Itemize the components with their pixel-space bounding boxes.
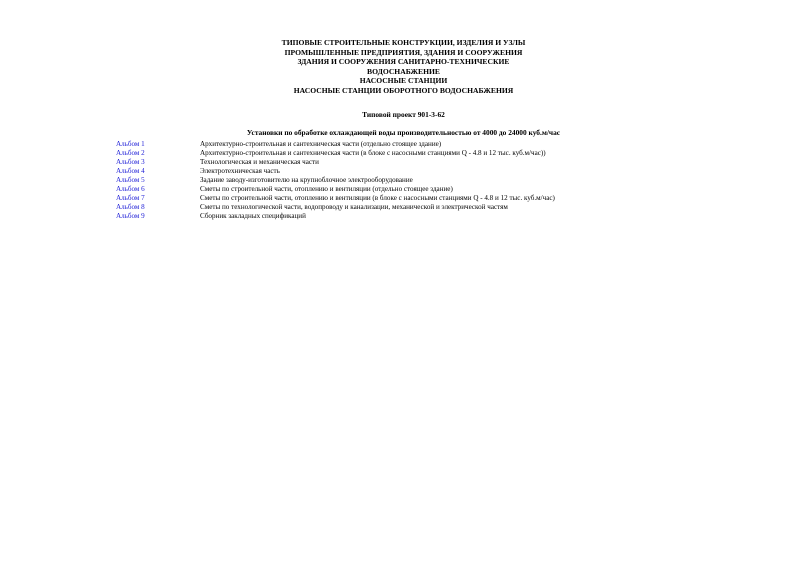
album-3-description: Технологическая и механическая части <box>200 158 319 166</box>
album-row <box>116 212 776 221</box>
album-9-link[interactable]: Альбом 9 <box>116 212 145 220</box>
album-4-description: Электротехническая часть <box>200 167 280 175</box>
album-5-link[interactable]: Альбом 5 <box>116 176 145 184</box>
album-8-link[interactable]: Альбом 8 <box>116 203 145 211</box>
album-row <box>116 194 776 203</box>
album-5-description: Задание заводу-изготовителю на крупноблочное электрооборудование <box>200 176 413 184</box>
album-row <box>116 167 776 176</box>
album-row <box>116 176 776 185</box>
album-1-link[interactable]: Альбом 1 <box>116 140 145 148</box>
album-6-description: Сметы по строительной части, отоплению и вентиляции (отдельно стоящее здание) <box>200 185 453 193</box>
album-1-description: Архитектурно-строительная и сантехническая части (отдельно стоящее здание) <box>200 140 442 148</box>
heading-line: НАСОСНЫЕ СТАНЦИИ <box>359 76 448 86</box>
classification-heading <box>0 38 807 96</box>
album-2-description: Архитектурно-строительная и сантехническая части (в блоке с насосными станциями Q - 4.8 и 12 тыс. куб.м/час)) <box>200 149 546 157</box>
album-4-link[interactable]: Альбом 4 <box>116 167 145 175</box>
album-9-description: Сборник закладных спецификаций <box>200 212 306 220</box>
album-6-link[interactable]: Альбом 6 <box>116 185 145 193</box>
album-7-link[interactable]: Альбом 7 <box>116 194 145 202</box>
heading-line: ВОДОСНАБЖЕНИЕ <box>367 66 440 76</box>
album-row <box>116 149 776 158</box>
heading-line: ПРОМЫШЛЕННЫЕ ПРЕДПРИЯТИЯ, ЗДАНИЯ И СООРУЖЕНИЯ <box>284 47 523 57</box>
album-row <box>116 185 776 194</box>
album-list <box>116 140 776 221</box>
album-row <box>116 158 776 167</box>
heading-line: ЗДАНИЯ И СООРУЖЕНИЯ САНИТАРНО-ТЕХНИЧЕСКИЕ <box>297 57 510 67</box>
album-2-link[interactable]: Альбом 2 <box>116 149 145 157</box>
heading-line: НАСОСНЫЕ СТАНЦИИ ОБОРОТНОГО ВОДОСНАБЖЕНИЯ <box>293 85 514 95</box>
project-title: Типовой проект 901-3-62 <box>362 110 445 119</box>
project-subtitle: Установки по обработке охлаждающей воды производительностью от 4000 до 24000 куб.м/час <box>246 128 561 137</box>
heading-line: ТИПОВЫЕ СТРОИТЕЛЬНЫЕ КОНСТРУКЦИИ, ИЗДЕЛИЯ И УЗЛЫ <box>281 38 526 47</box>
album-8-description: Сметы по технологической части, водопроводу и канализации, механической и электрической частям <box>200 203 508 211</box>
album-3-link[interactable]: Альбом 3 <box>116 158 145 166</box>
album-7-description: Сметы по строительной части, отоплению и вентиляции (в блоке с насосными станциями Q - 4.8 и 12 тыс. куб.м/час) <box>200 194 555 202</box>
album-row <box>116 203 776 212</box>
album-row <box>116 140 776 149</box>
